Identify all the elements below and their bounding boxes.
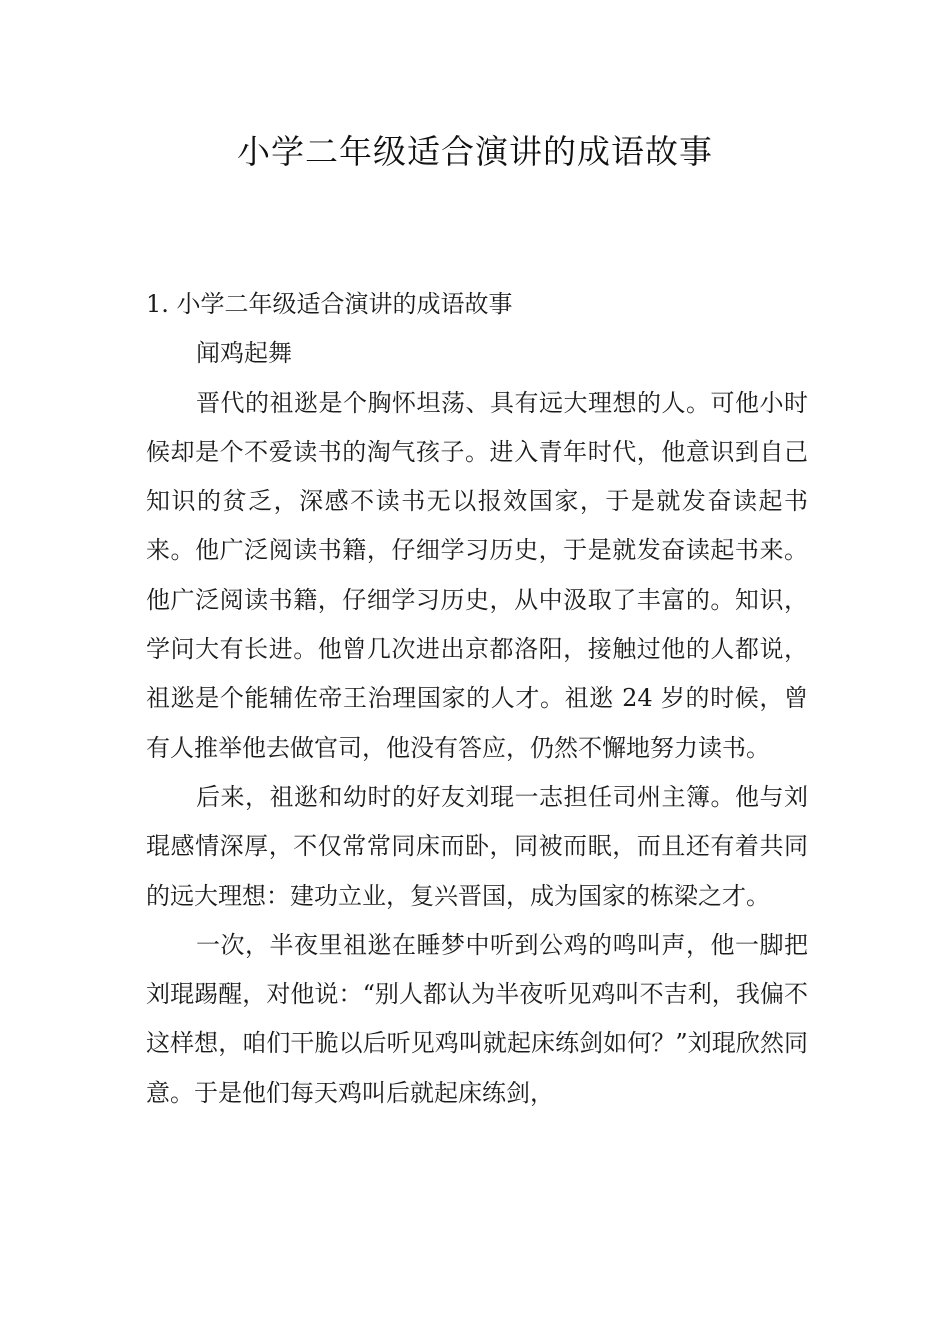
story-title: 闻鸡起舞 — [196, 339, 292, 368]
page-title: 小学二年级适合演讲的成语故事 — [237, 132, 713, 171]
document-body — [146, 280, 808, 1118]
paragraph-1: 晋代的祖逖是个胸怀坦荡、具有远大理想的人。可他小时候却是个不爱读书的淘气孩子。进入青年时代，他意识到自己知识的贫乏，深感不读书无以报效国家，于是就发奋读起书来。他广泛阅读书籍，仔细学习历史，于是就发奋读起书来。他广泛阅读书籍，仔细学习历史，从中汲取了丰富的。知识，学问大有长进。他曾几次进出京都洛阳，接触过他的人都说，祖逖是个能辅佐帝王治理国家的人才。祖逖 24 岁的时候，曾有人推举他去做官司，他没有答应，仍然不懈地努力读书。 — [146, 388, 808, 762]
section-heading: 1. 小学二年级适合演讲的成语故事 — [146, 290, 513, 318]
paragraph-3: 一次，半夜里祖逖在睡梦中听到公鸡的鸣叫声，他一脚把刘琨踢醒，对他说：“别人都认为半夜听见鸡叫不吉利，我偏不这样想，咱们干脆以后听见鸡叫就起床练剑如何？”刘琨欣然同意。于是他们每天鸡叫后就起床练剑， — [146, 930, 808, 1107]
paragraph-2: 后来，祖逖和幼时的好友刘琨一志担任司州主簿。他与刘琨感情深厚，不仅常常同床而卧，同被而眠，而且还有着共同的远大理想：建功立业，复兴晋国，成为国家的栋梁之才。 — [146, 782, 808, 910]
